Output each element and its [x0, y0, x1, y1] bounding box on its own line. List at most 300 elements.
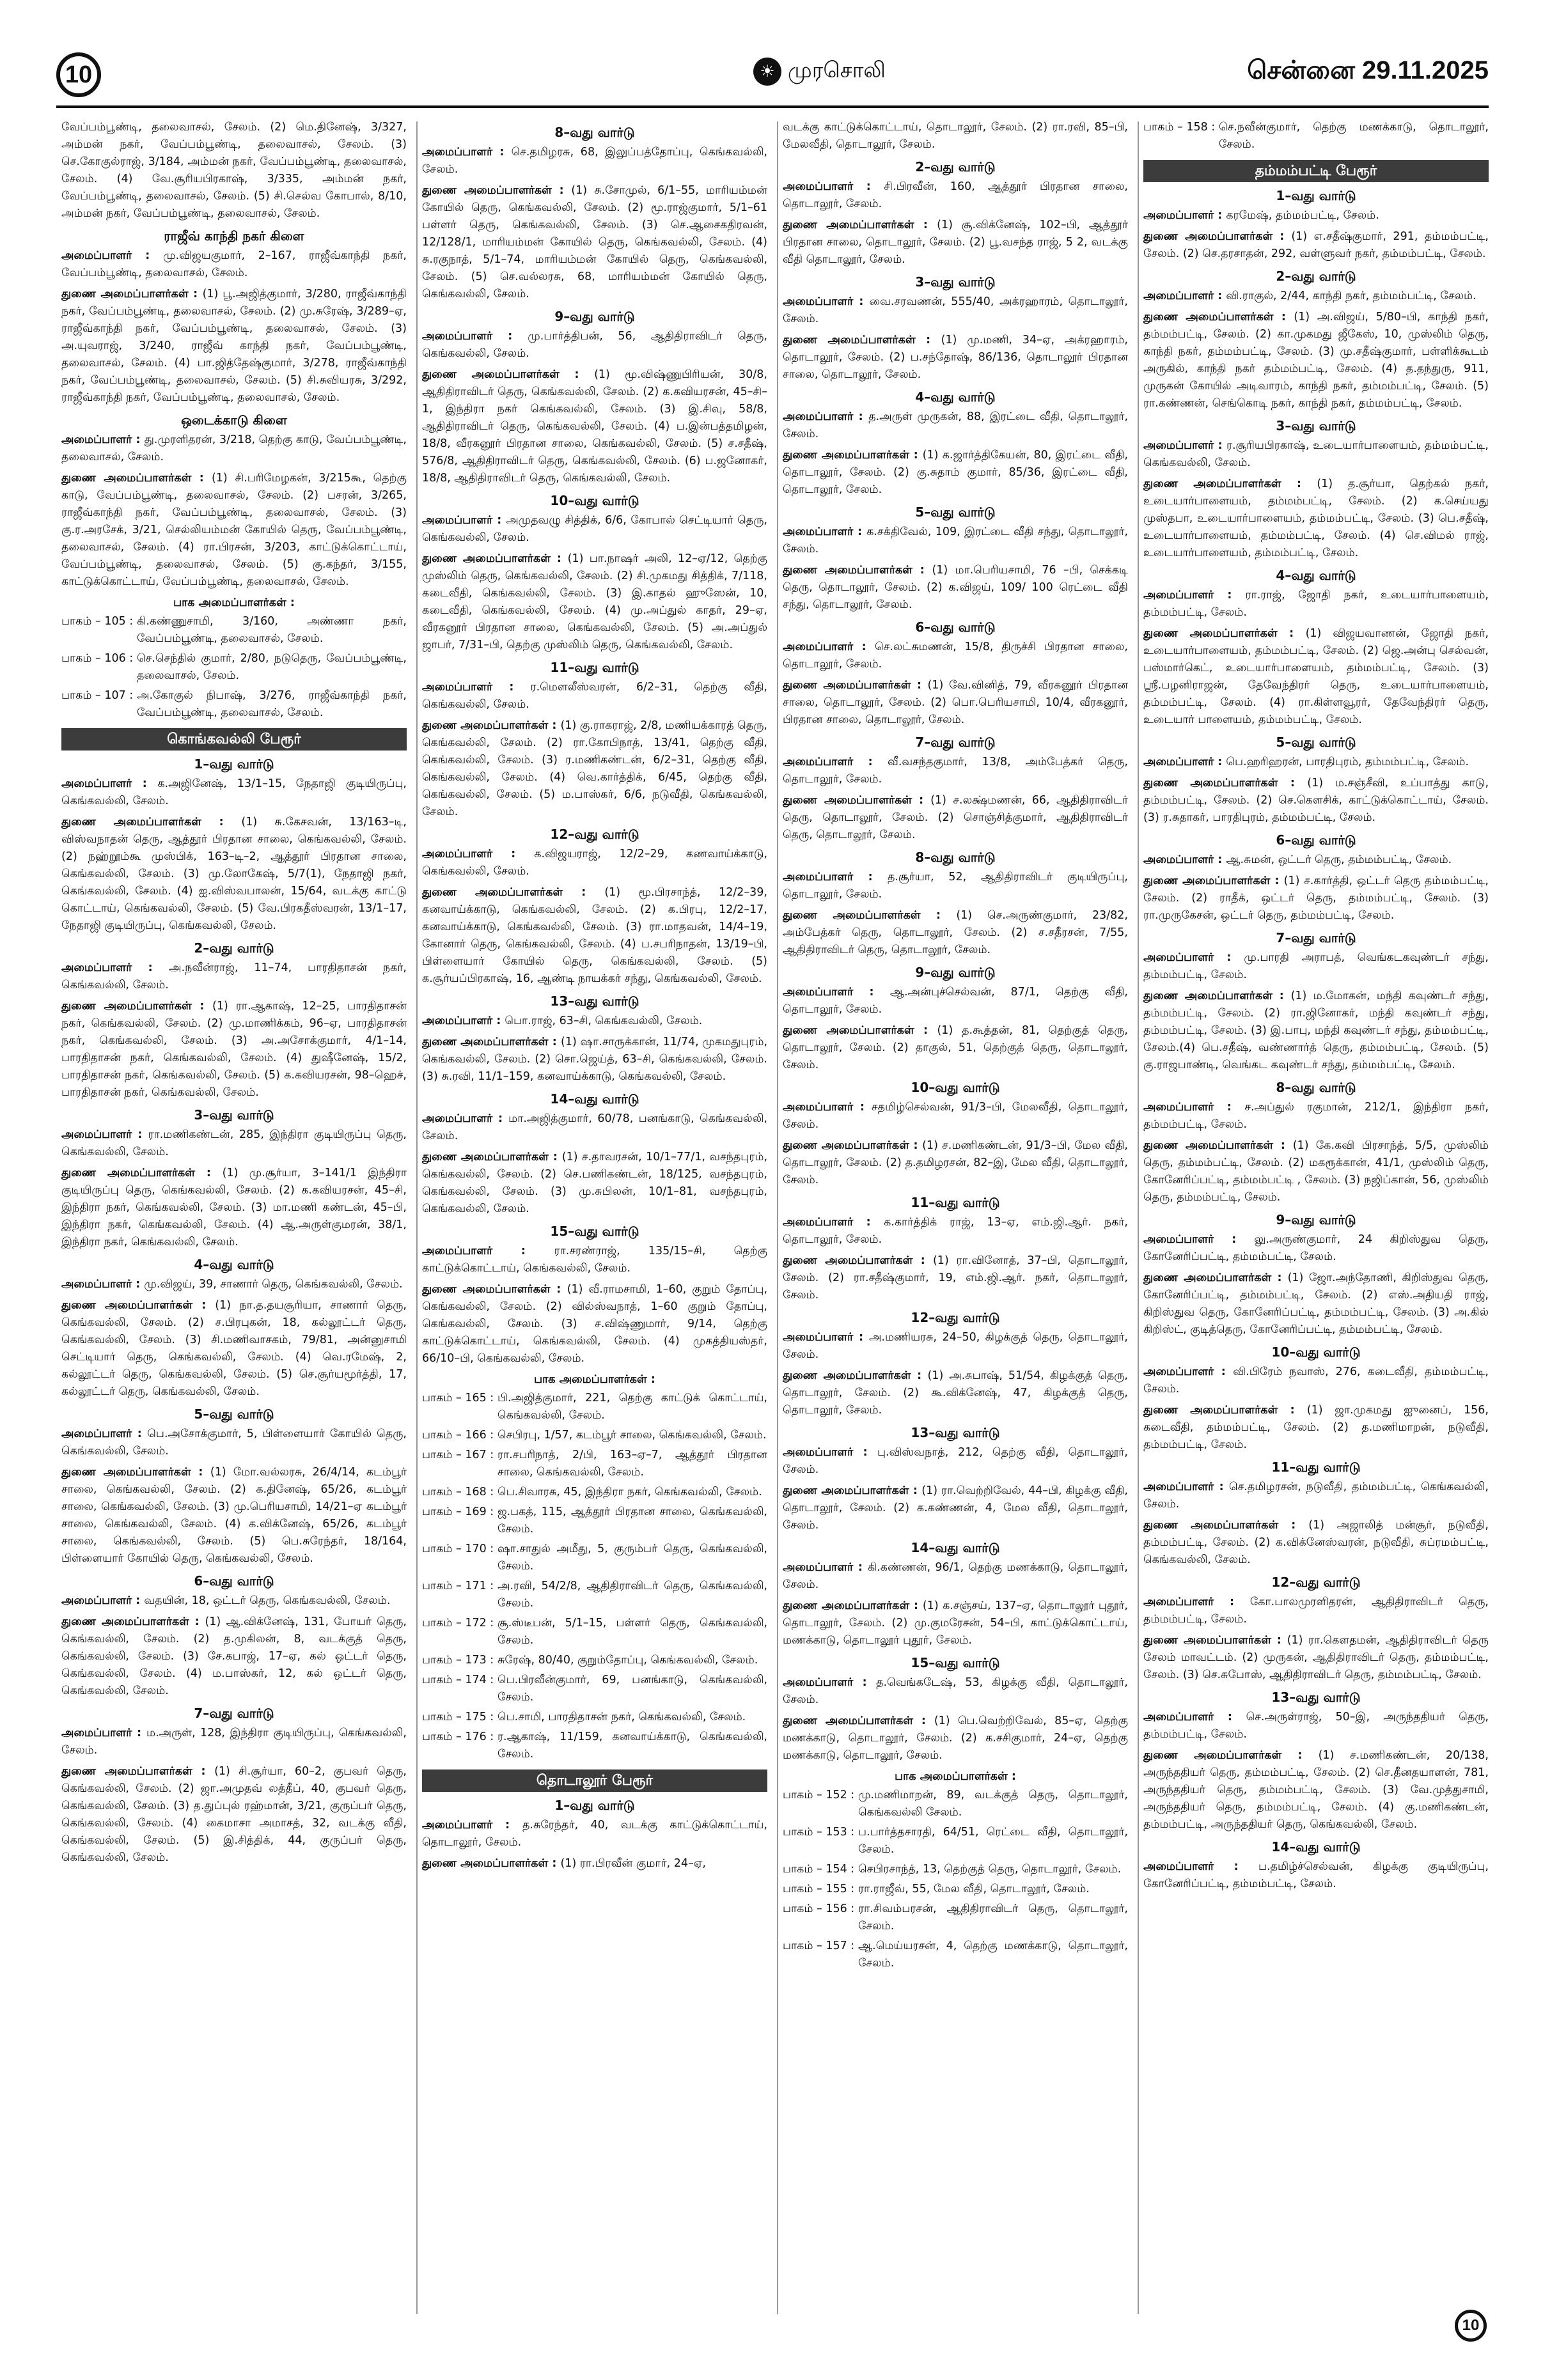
booth-entry: [422, 1729, 767, 1763]
header-rule: [56, 105, 1489, 108]
listing-text: (1) கு.ராகராஜ், 2/8, மணியக்காரத் தெரு, கெங்கவல்லி, சேலம். (2) ரா.கோபிநாத், 13/41, தெற்கு வீதி, கெங்கவல்லி, சேலம். (3) ர.மணிகண்டன், 6/2–31, தெற்கு வீதி, கெங்கவல்லி, சேலம். (4) வெ.கார்த்திக், 6/45, தெற்கு வீதி, கெங்கவல்லி, சேலம். (5) ம.பாஸ்கர், 6/6, நடுவீதி, கெங்கவல்லி, சேலம்.: [422, 719, 767, 818]
listing-paragraph: [1143, 1594, 1489, 1628]
role-label: அமைப்பாளர் :: [422, 1245, 554, 1257]
listing-text: பு.விஸ்வநாத், 212, தெற்கு வீதி, தொடாலூர், சேலம்.: [783, 1446, 1128, 1476]
listing-text: (1) வே.வினித், 79, வீரகனூர் பிரதான சாலை, தொடாலூர், சேலம். (2) பொ.பெரியசாமி, 10/4, வீரகனூர், பிரதான சாலை, தொடாலூர், சேலம்.: [783, 679, 1128, 726]
role-label: துணை அமைப்பாளர்கள் :: [1143, 990, 1291, 1002]
listing-text: ப.தமிழ்ச்செல்வன், கிழக்கு குடியிருப்பு, கோனேரிப்பட்டி, தம்மம்பட்டி, சேலம்.: [1143, 1860, 1489, 1890]
role-label: துணை அமைப்பாளர்கள் :: [61, 1466, 210, 1479]
listing-paragraph: [1143, 309, 1489, 412]
listing-text: (1) அ.சுபாஷ், 51/54, கிழக்குத் தெரு, தொடாலூர், சேலம். (2) கூ.விக்னேஷ், 47, கிழக்குத் தெரு, தொடாலூர், சேலம்.: [783, 1369, 1128, 1417]
role-label: அமைப்பாளர் :: [422, 1112, 509, 1125]
listing-paragraph: [783, 1137, 1128, 1189]
listing-text: வேப்பம்பூண்டி, தலைவாசல், சேலம். (2) மெ.தினேஷ், 3/327, அம்மன் நகர், வேப்பம்பூண்டி, தலைவாசல், சேலம். (3) செ.கோகுல்ராஜ், 3/184, அம்மன் நகர், வேப்பம்பூண்டி, தலைவாசல், சேலம். (4) வே.சூரியபிரகாஷ், 3/335, அம்மன் நகர், வேப்பம்பூண்டி, தலைவாசல், சேலம். (5) சி.செல்வ கோபால், 8/10, அம்மன் நகர், வேப்பம்பூண்டி, தலைவாசல், சேலம்.: [61, 121, 407, 220]
listing-paragraph: [422, 1034, 767, 1085]
booth-heading: பாக அமைப்பாளர்கள் :: [173, 596, 295, 609]
ward-heading: 6–வது வார்டு: [1276, 832, 1356, 848]
listing-text: க.சக்திவேல், 109, இரட்டை வீதி சந்து, தொடாலூர், சேலம்.: [783, 525, 1128, 556]
booth-text: பி.அஜித்குமார், 221, தெற்கு காட்டுக் கொட்டாய், கெங்கவல்லி, சேலம்.: [497, 1392, 767, 1422]
listing-paragraph: [422, 884, 767, 988]
listing-text: (1) ஷா.சாருக்கான், 11/74, முகமதுபுரம், கெங்கவல்லி, சேலம். (2) சொ.ஜெய்த், 63–சி, கெங்கவல்லி, சேலம். (3) சு.ரவி, 11/1–159, கனவாய்க்காடு, கெங்கவல்லி, சேலம்.: [422, 1036, 767, 1083]
listing-text: (1) பெ.வெற்றிவேல், 85–ஏ, தெற்கு மணக்காடு, தொடாலூர், சேலம். (2) க.சசிகுமார், 24–ஏ, தெற்கு மணக்காடு, தொடாலூர், சேலம்.: [783, 1715, 1128, 1762]
ward-heading: 1–வது வார்டு: [194, 756, 274, 772]
ward-heading: 8–வது வார்டு: [554, 125, 635, 140]
listing-text: (1) விஜயவாணன், ஜோதி நகர், உடையார்பாளையம், தம்மம்பட்டி, சேலம். (2) ஜெ.அன்பு செல்வன், பஸ்மார்கெட், உடையார்பாளையம், தம்மம்பட்டி, சேலம். (3) ஸ்ரீ.பழனிராஜன், தேவேந்திரர் தெரு, உடையார்பாளையம், தம்மம்பட்டி, சேலம். (4) ரா.கிள்ளவூரர், தேவேந்திரர் தெரு, உடையார் பாளையம், தம்மம்பட்டி, சேலம்.: [1143, 627, 1489, 726]
booth-number: பாகம் – 105 :: [61, 615, 134, 628]
listing-paragraph: [783, 1713, 1128, 1764]
role-label: துணை அமைப்பாளர்கள் :: [422, 1857, 561, 1870]
ward-heading: 2–வது வார்டு: [194, 940, 274, 956]
ward-heading: 8–வது வார்டு: [915, 850, 996, 865]
listing-text: (1) ஆ.விக்னேஷ், 131, போயர் தெரு, கெங்கவல்லி, சேலம். (2) த.முகிலன், 8, வடக்குத் தெரு, கெங்கவல்லி, சேலம். (3) சே.கபாஜ், 17–ஏ, கல் ஒட்டர் தெரு, கெங்கவல்லி, சேலம். (4) ம.பாஸ்கர், 12, கல் ஒட்டர் தெரு, கெங்கவல்லி, சேலம்.: [61, 1615, 407, 1697]
ward-heading: 11–வது வார்டு: [550, 660, 639, 675]
booth-text: செ.செந்தில் குமார், 2/80, நடுதெரு, வேப்பம்பூண்டி, தலைவாசல், சேலம்.: [137, 652, 407, 682]
listing-text: த.அருள் முருகன், 88, இரட்டை வீதி, தொடாலூர், சேலம்.: [783, 410, 1128, 440]
booth-heading: பாக அமைப்பாளர்கள் :: [534, 1373, 655, 1386]
role-label: அமைப்பாளர் :: [783, 1331, 869, 1344]
role-label: துணை அமைப்பாளர்கள் :: [61, 1167, 223, 1179]
listing-paragraph: [783, 984, 1128, 1018]
ward-heading: 14–வது வார்டு: [911, 1540, 1000, 1555]
role-label: அமைப்பாளர் :: [1143, 951, 1244, 964]
listing-text: ச.அப்துல் ரகுமான், 212/1, இந்திரா நகர், தம்மம்பட்டி, சேலம்.: [1143, 1101, 1489, 1131]
booth-number: பாகம் – 152 :: [783, 1789, 855, 1801]
listing-paragraph: [61, 1614, 407, 1700]
ward-heading: 7–வது வார்டு: [194, 1706, 274, 1721]
booth-entry: [422, 1447, 767, 1481]
role-label: அமைப்பாளர் :: [1143, 1481, 1229, 1493]
ward-heading: 14–வது வார்டு: [1271, 1839, 1361, 1855]
listing-text: (1) ஜோ.அந்தோணி, கிறிஸ்துவ தெரு, கோனேரிப்பட்டி, தம்மம்பட்டி, சேலம். (2) எஸ்.அதியதி ராஜ், கிறிஸ்துவ தெரு, கோனேரிப்பட்டி, தம்மம்பட்டி, சேலம். (3) அ.கில் கிறிஸ்ட், குடித்தெரு, கோனேரிப்பட்டி, தம்மம்பட்டி, சேலம்.: [1143, 1272, 1489, 1336]
listing-text: லு.அருண்குமார், 24 கிறிஸ்துவ தெரு, கோனேரிப்பட்டி, தம்மம்பட்டி, சேலம்.: [1143, 1233, 1489, 1263]
city-date: சென்னை 29.11.2025: [1247, 56, 1489, 84]
listing-text: (1) பா.நாஷர் அலி, 12–ஏ/12, தெற்கு முஸ்லிம் தெரு, கெங்கவல்லி, சேலம். (2) சி.முகமது சித்திக், 7/118, கடைவீதி, கெங்கவல்லி, சேலம். (3) இ.காதல் ஹுஸேன், 10, கடைவீதி, கெங்கவல்லி, சேலம். (4) மு.அப்துல் காதர், 29–ஏ, வீரகனூர் பிரதான சாலை, கெங்கவல்லி, சேலம். (5) அ.அப்துல் ஜாபர், 7/31–பி, தெற்கு முஸ்லிம் தெரு, கெங்கவல்லி, சேலம்.: [422, 552, 767, 651]
listing-paragraph: [1143, 288, 1489, 305]
listing-paragraph: [1143, 437, 1489, 472]
ward-heading: 12–வது வார்டு: [911, 1310, 1000, 1325]
booth-number: பாகம் – 166 :: [422, 1429, 494, 1442]
listing-text: (1) வீ.ராமசாமி, 1–60, குறும் தோப்பு, கெங்கவல்லி, சேலம். (2) வில்ஸ்வநாத், 1–60 குறும் தோப்பு, கெங்கவல்லி, சேலம். (3) ச.விஷ்ணுமார், 9/14, தெற்கு காட்டுக்கொட்டாய், கெங்கவல்லி, சேலம். (4) முகத்தியஸ்தர், 66/10–பி, கெங்கவல்லி, சேலம்.: [422, 1283, 767, 1365]
booth-number: பாகம் – 168 :: [422, 1486, 494, 1498]
booth-text: ரா.சிவம்பரசன், ஆதிதிராவிடர் தெரு, தொடாலூர், சேலம்.: [858, 1902, 1128, 1933]
listing-text: து.முரளிதரன், 3/218, தெற்கு காடு, வேப்பம்பூண்டி, தலைவாசல், சேலம்.: [61, 433, 407, 463]
section-banner: தம்மம்பட்டி பேரூர்: [1143, 160, 1489, 182]
listing-paragraph: [783, 178, 1128, 213]
listing-text: (1) மோ.வல்லரசு, 26/4/14, கடம்பூர் சாலை, கெங்கவல்லி, சேலம். (2) க.தினேஷ், 65/26, கடம்பூர் சாலை, கெங்கவல்லி, சேலம். (3) மு.பெரியசாமி, 14/21–ஏ கடம்பூர் சாலை, கெங்கவல்லி, சேலம். (4) க.விக்னேஷ், 65/26, கடம்பூர் சாலை, கெங்கவல்லி, சேலம். (5) பெ.சுரேந்தர், 18/164, பிள்ளையார் கோயில் தெரு, கெங்கவல்லி, சேலம்.: [61, 1466, 407, 1565]
booth-number: பாகம் – 176 :: [422, 1731, 494, 1743]
listing-paragraph: [783, 1214, 1128, 1248]
listing-text: கரமேஷ், தம்மம்பட்டி, சேலம்.: [1226, 209, 1379, 222]
booth-entry: [422, 1484, 767, 1501]
booth-number: பாகம் – 157 :: [783, 1940, 855, 1952]
booth-number: பாகம் – 167 :: [422, 1449, 494, 1461]
listing-text: மா.அஜித்குமார், 60/78, பனங்காடு, கெங்கவல்லி, சேலம்.: [422, 1112, 767, 1142]
role-label: துணை அமைப்பாளர்கள் :: [422, 886, 605, 899]
listing-text: ரா.ராஜ், ஜோதி நகர், உடையார்பாளையம், தம்மம்பட்டி, சேலம்.: [1143, 589, 1489, 619]
listing-text: அ.மணியரசு, 24–50, கிழக்குத் தெரு, தொடாலூர், சேலம்.: [783, 1331, 1128, 1361]
booth-text: செபிரபு, 1/57, கடம்பூர் சாலை, கெங்கவல்லி, சேலம்.: [497, 1429, 767, 1442]
listing-paragraph: [422, 550, 767, 654]
listing-paragraph: [783, 1598, 1128, 1649]
listing-text: த.சுரேந்தர், 40, வடக்கு காட்டுக்கொட்டாய், தொடாலூர், சேலம்.: [422, 1819, 767, 1849]
listing-paragraph: [1143, 775, 1489, 827]
listing-paragraph: [783, 447, 1128, 499]
listing-paragraph: [783, 869, 1128, 903]
role-label: அமைப்பாளர் :: [422, 681, 531, 694]
listing-text: வீ.வசந்தகுமார், 13/8, அம்பேத்கர் தெரு, தொடாலூர், சேலம்.: [783, 756, 1128, 786]
listing-text: (1) த.கூத்தன், 81, தெற்குத் தெரு, தொடாலூர், சேலம். (2) தாகுல், 51, தெற்குத் தெரு, தொடாலூர், சேலம்.: [783, 1024, 1128, 1071]
listing-paragraph: [61, 998, 407, 1101]
booth-entry: [422, 1578, 767, 1612]
listing-text: (1) செ.அருண்குமார், 23/82, அம்பேத்கர் தெரு, தொடாலூர், சேலம். (2) ச.சதீரசன், 7/55, ஆதிதிராவிடர் தெரு, தொடாலூர், சேலம்.: [783, 909, 1128, 956]
booth-text: ரா.ராஜீவ், 55, மேல வீதி, தொடாலூர், சேலம்.: [858, 1883, 1090, 1895]
listing-paragraph: [61, 1165, 407, 1251]
column-3: [783, 119, 1128, 2318]
ward-heading: 11–வது வார்டு: [1271, 1459, 1361, 1475]
listing-paragraph: [61, 1464, 407, 1567]
booth-number: பாகம் – 173 :: [422, 1654, 494, 1667]
listing-paragraph: [783, 1022, 1128, 1074]
listing-paragraph: [61, 1725, 407, 1759]
listing-paragraph: [783, 119, 1128, 153]
booth-number: பாகம் – 158 :: [1143, 121, 1216, 134]
booth-entry: [783, 1861, 1128, 1878]
listing-text: செ.தமிழரசு, 68, இலுப்பத்தோப்பு, கெங்கவல்லி, சேலம்.: [422, 146, 767, 176]
listing-text: (1) க.ஜார்த்திகேயன், 80, இரட்டை வீதி, தொடாலூர், சேலம். (2) கு.சுதாம் குமார், 85/36, இரட்டை வீதி, தொடாலூர், சேலம்.: [783, 449, 1128, 496]
listing-paragraph: [422, 1281, 767, 1367]
listing-paragraph: [783, 408, 1128, 443]
role-label: அமைப்பாளர் :: [1143, 1596, 1250, 1608]
role-label: அமைப்பாளர் :: [422, 146, 512, 159]
listing-paragraph: [1143, 476, 1489, 562]
column-4: [1143, 119, 1489, 2318]
listing-text: வை.சரவணன், 555/40, அக்ரஹாரம், தொடாலூர், சேலம்.: [783, 295, 1128, 325]
listing-paragraph: [1143, 1099, 1489, 1133]
listing-paragraph: [1143, 1364, 1489, 1398]
booth-entry: [61, 687, 407, 722]
listing-text: கி.கண்ணன், 96/1, தெற்கு மணக்காடு, தொடாலூர், சேலம்.: [783, 1561, 1128, 1591]
role-label: துணை அமைப்பாளர்கள் :: [783, 794, 931, 807]
listing-paragraph: [61, 960, 407, 994]
booth-entry: [783, 1901, 1128, 1935]
listing-text: (1) கே.கவி பிரசாந்த், 5/5, முஸ்லிம் தெரு, தம்மம்பட்டி, சேலம். (2) மகரூக்கான், 41/1, முஸ்லிம் தெரு, கோனேரிப்பட்டி, தம்மம்பட்டி , சேலம். (3) நஜிப்கான், 56, முஸ்லிம் தெரு, தம்மம்பட்டி, சேலம்.: [1143, 1139, 1489, 1204]
ward-heading: 12–வது வார்டு: [1271, 1575, 1361, 1590]
ward-heading: 3–வது வார்டு: [1276, 418, 1356, 433]
listing-text: வதயின், 18, ஒட்டர் தெரு, கெங்கவல்லி, சேலம்.: [144, 1594, 391, 1607]
ward-heading: 6–வது வார்டு: [915, 619, 996, 635]
listing-paragraph: [61, 119, 407, 222]
listing-paragraph: [422, 182, 767, 303]
booth-number: பாகம் – 153 :: [783, 1826, 855, 1839]
ward-heading: 2–வது வார்டு: [915, 159, 996, 175]
role-label: அமைப்பாளர் :: [1143, 1711, 1246, 1723]
listing-paragraph: [422, 846, 767, 880]
role-label: அமைப்பாளர் :: [422, 848, 535, 860]
listing-paragraph: [1143, 1709, 1489, 1743]
masthead: [753, 58, 886, 86]
listing-text: (1) நா.த.தயசூரியா, சாணார் தெரு, கெங்கவல்லி, சேலம். (2) ச.பிரபுகன், 18, கல்லூட்டர் தெரு, கெங்கவல்லி, சேலம். (3) சி.மணிவாசகம், 79/81, அன்னுசாமி செட்டியார் தெரு, கெங்கவல்லி, சேலம். (4) வெ.ரமேஷ், 2, கல்லூட்டர் தெரு, கெங்கவல்லி, சேலம். (5) செ.சூர்யமூர்த்தி, 17, கல்லூட்டர் தெரு, கெங்கவல்லி, சேலம்.: [61, 1299, 407, 1398]
section-banner: கொங்கவல்லி பேரூர்: [61, 728, 407, 751]
role-label: துணை அமைப்பாளர்கள் :: [1143, 311, 1294, 323]
listing-paragraph: [61, 1276, 407, 1293]
ward-heading: 3–வது வார்டு: [194, 1107, 274, 1123]
booth-text: பெ.சிவாரசு, 45, இந்திரா நகர், கெங்கவல்லி, சேலம்.: [497, 1486, 762, 1498]
sun-logo-icon: ☀: [753, 58, 781, 86]
ward-heading: 5–வது வார்டு: [1276, 735, 1356, 750]
role-label: அமைப்பாளர் :: [783, 180, 884, 193]
listing-paragraph: [1143, 1137, 1489, 1206]
role-label: அமைப்பாளர் :: [783, 641, 875, 653]
role-label: துணை அமைப்பாளர்கள் :: [61, 1615, 205, 1628]
booth-number: பாகம் – 155 :: [783, 1883, 855, 1895]
booth-text: ரா.சபரிநாத், 2/பி, 163–ஏ–7, ஆத்தூர் பிரதான சாலை, கெங்கவல்லி, சேலம்.: [497, 1449, 767, 1479]
listing-text: க.அஜினேஷ், 13/1–15, நேதாஜி குடியிருப்பு, கெங்கவல்லி, சேலம்.: [61, 777, 407, 807]
listing-text: (1) ரா.வெற்றிவேல், 44–பி, கிழக்கு வீதி, தொடாலூர், சேலம். (2) க.கண்ணன், 4, மேல வீதி, தொடாலூர், சேலம்.: [783, 1484, 1128, 1532]
listing-paragraph: [61, 432, 407, 466]
listing-paragraph: [783, 639, 1128, 673]
booth-number: பாகம் – 174 :: [422, 1674, 494, 1686]
ward-heading: 2–வது வார்டு: [1276, 268, 1356, 284]
role-label: துணை அமைப்பாளர்கள் :: [422, 1036, 561, 1048]
listing-paragraph: [1143, 1402, 1489, 1454]
booth-entry: [783, 1938, 1128, 1972]
role-label: அமைப்பாளர் :: [783, 1446, 877, 1459]
ward-heading: 6–வது வார்டு: [194, 1573, 274, 1589]
role-label: துணை அமைப்பாளர்கள் :: [422, 552, 568, 565]
listing-text: ரா.சரண்ராஜ், 135/15–சி, தெற்கு காட்டுக்கொட்டாய், கெங்கவல்லி, சேலம்.: [422, 1245, 767, 1275]
ward-heading: 4–வது வார்டு: [915, 389, 996, 405]
listing-text: (1) ரா.வினோத், 37–பி, தொடாலூர், சேலம். (2) ரா.சதீஷ்குமார், 19, எம்.ஜி.ஆர். நகர், தொடாலூர், சேலம்.: [783, 1254, 1128, 1302]
listing-text: மு.விஜயகுமார், 2–167, ராஜீவ்காந்தி நகர், வேப்பம்பூண்டி, தலைவாசல், சேலம்.: [61, 249, 407, 279]
booth-text: ஆ.மெய்யரசன், 4, தெற்கு மணக்காடு, தொடாலூர், சேலம்.: [858, 1940, 1128, 1970]
booth-heading: பாக அமைப்பாளர்கள் :: [895, 1770, 1016, 1783]
ward-heading: 10–வது வார்டு: [911, 1080, 1000, 1095]
listing-text: (1) அ.விஜய், 5/80–பி, காந்தி நகர், தம்மம்பட்டி, சேலம். (2) கா.முகமது ஜீகேஸ், 10, முஸ்லிம் தெரு, காந்தி நகர், தம்மம்பட்டி, சேலம். (3) மு.சதீஷ்குமார், பள்ளிக்கூடம் அருகில், காந்தி நகர் தம்மம்பட்டி, சேலம். (4) த.தந்துரு, 911, முருகன் கோயில் அடிவாரம், காந்தி நகர், தம்மம்பட்டி, சேலம். (5) ரா.கண்ணன், செங்கொடி நகர், காந்தி நகர், தம்மம்பட்டி, சேலம்.: [1143, 311, 1489, 410]
booth-text: ஜ.பகத், 115, ஆத்தூர் பிரதான சாலை, கெங்கவல்லி, சேலம்.: [497, 1505, 767, 1536]
listing-paragraph: [783, 1099, 1128, 1133]
booth-text: ப.பார்த்தசாரதி, 64/51, ரெட்டை வீதி, தொடாலூர், சேலம்.: [858, 1826, 1128, 1856]
footer-page-number: 10: [1455, 2310, 1487, 2342]
listing-text: ஆ.அன்புச்செல்வன், 87/1, தெற்கு வீதி, தொடாலூர், சேலம்.: [783, 986, 1128, 1016]
listing-text: (1) த.சூர்யா, தெற்கல் நகர், உடையார்பாளையம், தம்மம்பட்டி, சேலம். (2) க.செய்யது முஸ்தபா, உடையார்பாளையம், தம்மம்பட்டி, சேலம். (3) பெ.சதீஷ், உடையார்பாளையம், தம்மம்பட்டி, சேலம். (4) செ.விமல் ராஜ், உடையார்பாளையம், தம்மம்பட்டி, சேலம்.: [1143, 478, 1489, 559]
column-divider: [777, 121, 778, 2314]
ward-heading: 4–வது வார்டு: [1276, 568, 1356, 583]
listing-paragraph: [783, 1252, 1128, 1304]
listing-paragraph: [783, 1482, 1128, 1534]
booth-entry: [422, 1672, 767, 1706]
listing-paragraph: [61, 247, 407, 282]
listing-text: (1) எ.சதீஷ்குமார், 291, தம்மம்பட்டி, சேலம். (2) செ.தரசாதன், 292, வள்ளுவர் நகர், தம்மம்பட்டி, சேலம்.: [1143, 230, 1489, 260]
booth-number: பாகம் – 169 :: [422, 1505, 494, 1518]
booth-number: பாகம் – 170 :: [422, 1543, 494, 1555]
listing-paragraph: [783, 754, 1128, 788]
role-label: அமைப்பாளர் :: [1143, 1101, 1245, 1114]
listing-paragraph: [61, 1297, 407, 1401]
booth-text: பெ.பிரவீன்குமார், 69, பனங்காடு, கெங்கவல்லி, சேலம்.: [497, 1674, 767, 1704]
role-label: அமைப்பாளர் :: [61, 961, 169, 974]
role-label: அமைப்பாளர் :: [61, 1278, 145, 1291]
listing-text: (1) சு.சோமுல், 6/1–55, மாரியம்மன் கோயில் தெரு, கெங்கவல்லி, சேலம். (2) மூ.ராஜ்குமார், 5/1–61 பள்ளர் தெரு, கெங்கவல்லி, சேலம். (3) செ.ஆசைகதிரவன், 12/128/1, மாரியம்மன் கோயில் தெரு, கெங்கவல்லி, சேலம். (4) சு.ரகுநாத், 5/1–74, மாரியம்மன் கோயில் தெரு, கெங்கவல்லி, சேலம். (5) செ.வல்லரசு, 68, மாரியம்மன் கோயில் தெரு, கெங்கவல்லி, சேலம்.: [422, 184, 767, 300]
listing-paragraph: [783, 1329, 1128, 1364]
role-label: அமைப்பாளர் :: [783, 410, 869, 423]
listing-paragraph: [783, 677, 1128, 729]
listing-text: க.கார்த்திக் ராஜ், 13–ஏ, எம்.ஜி.ஆர். நகர், தொடாலூர், சேலம்.: [783, 1216, 1128, 1246]
article-columns: [61, 119, 1489, 2318]
listing-paragraph: [1143, 1632, 1489, 1684]
listing-paragraph: [1143, 1747, 1489, 1833]
listing-paragraph: [1143, 873, 1489, 924]
listing-paragraph: [1143, 625, 1489, 729]
role-label: துணை அமைப்பாளர்கள் :: [422, 184, 572, 197]
listing-text: வி.ராகுல், 2/44, காந்தி நகர், தம்மம்பட்டி, சேலம்.: [1226, 290, 1476, 302]
page-header: [56, 51, 1489, 102]
listing-text: (1) ச.தாவரசன், 10/1–77/1, வசந்தபுரம், கெங்கவல்லி, சேலம். (2) செ.பணிகண்டன், 18/125, வசந்தபுரம், கெங்கவல்லி, சேலம். (3) மு.சுபிலன், 10/1–81, வசந்தபுரம், கெங்கவல்லி, சேலம்.: [422, 1151, 767, 1215]
listing-paragraph: [783, 562, 1128, 614]
listing-paragraph: [422, 1013, 767, 1030]
role-label: துணை அமைப்பாளர்கள் :: [1143, 478, 1317, 490]
ward-heading: 15–வது வார்டு: [911, 1655, 1000, 1670]
booth-entry: [783, 1824, 1128, 1858]
listing-paragraph: [422, 328, 767, 362]
listing-text: (1) ரா.ஆகாஷ், 12–25, பாரதிதாசன் நகர், கெங்கவல்லி, சேலம். (2) மு.மாணிக்கம், 96–ஏ, பாரதிதாசன் நகர், கெங்கவல்லி, சேலம். (3) அ.அசோக்குமார், 4/1–14, பாரதிதாசன் நகர், கெங்கவல்லி, சேலம். (4) துஷீனேஷ், 15/2, பாரதிதாசன் நகர், கெங்கவல்லி, சேலம். (5) க.கவியரசன், 98–ஹெச், பாரதிதாசன் நகர், கெங்கவல்லி, சேலம்.: [61, 1000, 407, 1099]
listing-paragraph: [1143, 587, 1489, 621]
section-banner: தொடாலூர் பேரூர்: [422, 1769, 767, 1792]
listing-text: பெ.அசோக்குமார், 5, பிள்ளையார் கோயில் தெரு, கெங்கவல்லி, சேலம்.: [61, 1427, 407, 1458]
role-label: அமைப்பாளர் :: [1143, 439, 1226, 452]
role-label: துணை அமைப்பாளர்கள் :: [783, 1599, 923, 1612]
listing-text: ஆ.சுமன், ஒட்டர் தெரு, தம்மம்பட்டி, சேலம்.: [1226, 853, 1452, 866]
listing-paragraph: [1143, 1479, 1489, 1513]
ward-heading: 11–வது வார்டு: [911, 1195, 1000, 1210]
listing-text: (1) மு.மணி, 34–ஏ, அக்ரஹாரம், தொடாலூர், சேலம். (2) ப.சந்தோஷ், 86/136, தொடாலூர் பிரதான சாலை, தொடாலூர், சேலம்.: [783, 334, 1128, 381]
listing-paragraph: [61, 814, 407, 935]
listing-paragraph: [61, 1592, 407, 1610]
listing-paragraph: [783, 217, 1128, 268]
role-label: அமைப்பாளர் :: [783, 1101, 872, 1114]
listing-text: (1) சி.சூர்யா, 60–2, குபவர் தெரு, கெங்கவல்லி, சேலம். (2) ஜா.அமுதவ் லத்தீப், 40, குபவர் தெரு, கெங்கவல்லி, சேலம். (3) த.துப்புல் ரஹ்மான், 3/21, குருப்பர் தெரு, கெங்கவல்லி, சேலம். (4) கைமாசா அமாசத், 32, வடக்கு வீதி, கெங்கவல்லி, சேலம். (5) இ.சித்திக், 44, குருப்பர் தெரு, கெங்கவல்லி, சேலம்.: [61, 1765, 407, 1864]
listing-text: அ.நவீன்ராஜ், 11–74, பாரதிதாசன் நகர், கெங்கவல்லி, சேலம்.: [61, 961, 407, 992]
listing-text: ம.அருள், 128, இந்திரா குடியிருப்பு, கெங்கவல்லி, சேலம்.: [61, 1727, 407, 1757]
listing-text: ரா.மணிகண்டன், 285, இந்திரா குடியிருப்பு தெரு, கெங்கவல்லி, சேலம்.: [61, 1128, 407, 1158]
role-label: துணை அமைப்பாளர்கள் :: [783, 909, 957, 922]
role-label: துணை அமைப்பாளர்கள் :: [783, 1484, 922, 1497]
listing-text: ர.சூரியபிரகாஷ், உடையார்பாளையம், தம்மம்பட்டி, கெங்கவல்லி, சேலம்.: [1143, 439, 1489, 469]
role-label: அமைப்பாளர் :: [422, 330, 528, 343]
ward-heading: 13–வது வார்டு: [1271, 1690, 1361, 1705]
listing-paragraph: [1143, 1270, 1489, 1339]
listing-text: (1) பூ.அஜித்குமார், 3/280, ராஜீவ்காந்தி நகர், வேப்பம்பூண்டி, தலைவாசல், சேலம். (2) மு.சுரேஷ், 3/289–ஏ, ராஜீவ்காந்தி நகர், வேப்பம்பூண்டி, தலைவாசல், சேலம். (3) அ.யுவராஜ், 3/240, ராஜீவ் காந்தி நகர், வேப்பம்பூண்டி, தலைவாசல், சேலம். (4) பா.ஜித்தேஷ்குமார், 3/278, ராஜீவ்காந்தி நகர், வேப்பம்பூண்டி, தலைவாசல், சேலம். (5) சி.சுவியரசு, 3/292, ராஜீவ்காந்தி நகர், வேப்பம்பூண்டி, தலைவாசல், சேலம்.: [61, 288, 407, 404]
booth-text: செபிரசாந்த், 13, தெற்குத் தெரு, தொடாலூர், சேலம்.: [858, 1863, 1122, 1876]
role-label: துணை அமைப்பாளர்கள் :: [1143, 230, 1292, 243]
booth-number: பாகம் – 107 :: [61, 689, 134, 702]
listing-paragraph: [422, 1110, 767, 1145]
listing-text: கோ.பாலமுரளிதரன், ஆதிதிராவிடர் தெரு, தம்மம்பட்டி, சேலம்.: [1143, 1596, 1489, 1626]
listing-text: (1) ச.கார்த்தி, ஒட்டர் தெரு தம்மம்பட்டி, சேலம். (2) ராதீக், ஒட்டர் தெரு, தம்மம்பட்டி, சேலம். (3) ரா.முருகேசன், ஒட்டர் தெரு, தம்மம்பட்டி, சேலம்.: [1143, 875, 1489, 922]
role-label: துணை அமைப்பாளர்கள் :: [783, 1369, 928, 1382]
role-label: அமைப்பாளர் :: [1143, 756, 1226, 768]
role-label: அமைப்பாளர் :: [783, 525, 867, 538]
listing-paragraph: [422, 1149, 767, 1218]
booth-text: ர.ஆகாஷ், 11/159, கனவாய்க்காடு, கெங்கவல்லி, சேலம்.: [497, 1731, 767, 1761]
booth-entry: [783, 1881, 1128, 1898]
listing-text: (1) மா.பெரியசாமி, 76 –பி, செக்கடி தெரு, தொடாலூர், சேலம். (2) க.விஜய், 109/ 100 ரெட்டை வீதி சந்து, தொடாலூர், சேலம்.: [783, 564, 1128, 611]
ward-heading: 8–வது வார்டு: [1276, 1080, 1356, 1095]
listing-text: மு.பாரதி அராபத், வெங்கடகவுண்டர் சந்து, தம்மம்பட்டி, சேலம்.: [1143, 951, 1489, 981]
listing-text: த.சூர்யா, 52, ஆதிதிராவிடர் குடியிருப்பு, தொடாலூர், சேலம்.: [783, 871, 1128, 901]
booth-entry: [422, 1390, 767, 1424]
role-label: அமைப்பாளர் :: [422, 1015, 505, 1027]
booth-number: பாகம் – 165 :: [422, 1392, 494, 1404]
booth-entry: [61, 650, 407, 685]
listing-text: (1) க.சஞ்சய், 137–ஏ, தொடாலூர் புதூர், தொடாலூர், சேலம். (2) மு.குமரேசன், 54–பி, காட்டுக்கொட்டாய், மணக்காடு, தொடாலூர் புதூர், சேலம்.: [783, 1599, 1128, 1647]
role-label: அமைப்பாளர் :: [1143, 209, 1226, 222]
role-label: அமைப்பாளர் :: [1143, 1365, 1234, 1378]
ward-heading: 14–வது வார்டு: [550, 1091, 639, 1107]
role-label: அமைப்பாளர் :: [783, 295, 870, 308]
role-label: துணை அமைப்பாளர்கள் :: [422, 1151, 562, 1163]
role-label: துணை அமைப்பாளர்கள் :: [783, 449, 923, 462]
listing-text: (1) மூ.விஷ்ணுபிரியன், 30/8, ஆதிதிராவிடர் தெரு, கெங்கவல்லி, சேலம். (2) க.கவியரசன், 45–சி–1, இந்திரா நகர் கெங்கவல்லி, சேலம். (3) இ.சிவு, 58/8, ஆதிதிராவிடர் தெரு, கெங்கவல்லி, சேலம். (4) ப.இன்பத்தமிழன், 18/8, வீரகனூர் பிரதான சாலை, கெங்கவல்லி, சேலம். (5) ச.சதீஷ், 576/8, ஆதிதிராவிடர் தெரு, கெங்கவல்லி, சேலம். (6) ப.ஜனோகர், 18/8, ஆதிதிராவிடர் தெரு, கெங்கவல்லி, சேலம்.: [422, 368, 767, 485]
listing-text: வடக்கு காட்டுக்கொட்டாய், தொடாலூர், சேலம். (2) ரா.ரவி, 85–பி, மேலவீதி, தொடாலூர், சேலம்.: [783, 121, 1128, 151]
role-label: அமைப்பாளர் :: [61, 777, 158, 790]
role-label: அமைப்பாளர் :: [61, 249, 164, 262]
ward-heading: 12–வது வார்டு: [550, 827, 639, 842]
role-label: அமைப்பாளர் :: [61, 1594, 145, 1607]
role-label: துணை அமைப்பாளர்கள் :: [1143, 875, 1284, 887]
listing-text: க.விஜயராஜ், 12/2–29, கணவாய்க்காடு, கெங்கவல்லி, சேலம்.: [422, 848, 767, 878]
page-number-badge: 10: [56, 52, 101, 97]
role-label: அமைப்பாளர் :: [422, 514, 506, 527]
listing-paragraph: [422, 512, 767, 547]
role-label: அமைப்பாளர் :: [1143, 290, 1226, 302]
role-label: துணை அமைப்பாளர்கள் :: [1143, 1634, 1287, 1647]
role-label: அமைப்பாளர் :: [61, 433, 145, 446]
role-label: துணை அமைப்பாளர்கள் :: [783, 1139, 923, 1152]
listing-paragraph: [783, 293, 1128, 328]
listing-text: (1) ரா.கௌதமன், ஆதிதிராவிடர் தெரு சேலம் மாவட்டம். (2) முருகன், ஆதிதிராவிடர் தெரு, தம்மம்பட்டி, சேலம். (3) செ.சுபோஸ், ஆதிதிராவிடர் தெரு, தம்மம்பட்டி, சேலம்.: [1143, 1634, 1489, 1681]
role-label: துணை அமைப்பாளர்கள் :: [422, 368, 595, 381]
ward-heading: 1–வது வார்டு: [1276, 188, 1356, 203]
listing-paragraph: [1143, 1231, 1489, 1266]
booth-number: பாகம் – 172 :: [422, 1617, 494, 1629]
listing-text: ர.மௌலீஸ்வரன், 6/2–31, தெற்கு வீதி, கெங்கவல்லி, சேலம்.: [422, 681, 767, 711]
listing-paragraph: [1143, 207, 1489, 224]
listing-paragraph: [1143, 852, 1489, 869]
booth-number: பாகம் – 154 :: [783, 1863, 855, 1876]
column-1: [61, 119, 407, 2318]
ward-heading: 7–வது வார்டு: [1276, 930, 1356, 945]
role-label: அமைப்பாளர் :: [1143, 853, 1226, 866]
booth-text: சூ.ஸ்டீபன், 5/1–15, பள்ளர் தெரு, கெங்கவல்லி, சேலம்.: [497, 1617, 767, 1647]
role-label: துணை அமைப்பாளர்கள் :: [783, 1715, 934, 1727]
listing-paragraph: [422, 366, 767, 487]
role-label: அமைப்பாளர் :: [783, 1561, 868, 1574]
role-label: அமைப்பாளர் :: [783, 756, 888, 768]
listing-text: (1) ச.மணிகண்டன், 20/138, அருந்ததியர் தெரு, தம்மம்பட்டி, சேலம். (2) செ.தீனதயாளன், 781, அருந்ததியர் தெரு, தம்மம்பட்டி, சேலம். (3) வே.முத்துசாமி, அருந்ததியர் தெரு, தம்மம்பட்டி, சேலம். (4) கு.மணிகண்டன், தம்மம்பட்டி, அருந்ததியர் தெரு, கெங்கவல்லி, சேலம்.: [1143, 1749, 1489, 1831]
booth-text: கி.கண்ணுசாமி, 3/160, அண்ணா நகர், வேப்பம்பூண்டி, தலைவாசல், சேலம்.: [137, 615, 407, 645]
role-label: துணை அமைப்பாளர்கள் :: [422, 1283, 567, 1296]
listing-text: சதமிழ்செல்வன், 91/3–பி, மேலவீதி, தொடாலூர், சேலம்.: [783, 1101, 1128, 1131]
listing-text: (1) சி.பரிமேழகன், 3/215கூ, தெற்கு காடு, வேப்பம்பூண்டி, தலைவாசல், சேலம். (2) பசரன், 3/265, ராஜீவ்காந்தி நகர், வேப்பம்பூண்டி, தலைவாசல், சேலம். (3) கு.ர.அரசேக், 3/21, செல்லியம்மன் கோயில் தெரு, வேப்பம்பூண்டி, தலைவாசல், சேலம். (4) ரா.பிரசன், 3/203, காட்டுக்கொட்டாய், வேப்பம்பூண்டி, தலைவாசல், சேலம். (5) கு.கந்தர், 3/155, காட்டுக்கொட்டாய், வேப்பம்பூண்டி, தலைவாசல், சேலம்.: [61, 472, 407, 588]
listing-text: செ.தமிழரசன், நடுவீதி, தம்மம்பட்டி, கெங்கவல்லி, சேலம்.: [1143, 1481, 1489, 1511]
listing-text: சி.பிரவீன், 160, ஆத்தூர் பிரதான சாலை, தொடாலூர், சேலம்.: [783, 180, 1128, 210]
ward-heading: 5–வது வார்டு: [915, 504, 996, 520]
ward-heading: 9–வது வார்டு: [554, 309, 635, 324]
booth-text: அ.ரவி, 54/2/8, ஆதிதிராவிடர் தெரு, கெங்கவல்லி, சேலம்.: [497, 1580, 767, 1610]
role-label: துணை அமைப்பாளர்கள் :: [1143, 627, 1306, 640]
listing-paragraph: [422, 1855, 767, 1872]
role-label: துணை அமைப்பாளர்கள் :: [1143, 777, 1308, 789]
